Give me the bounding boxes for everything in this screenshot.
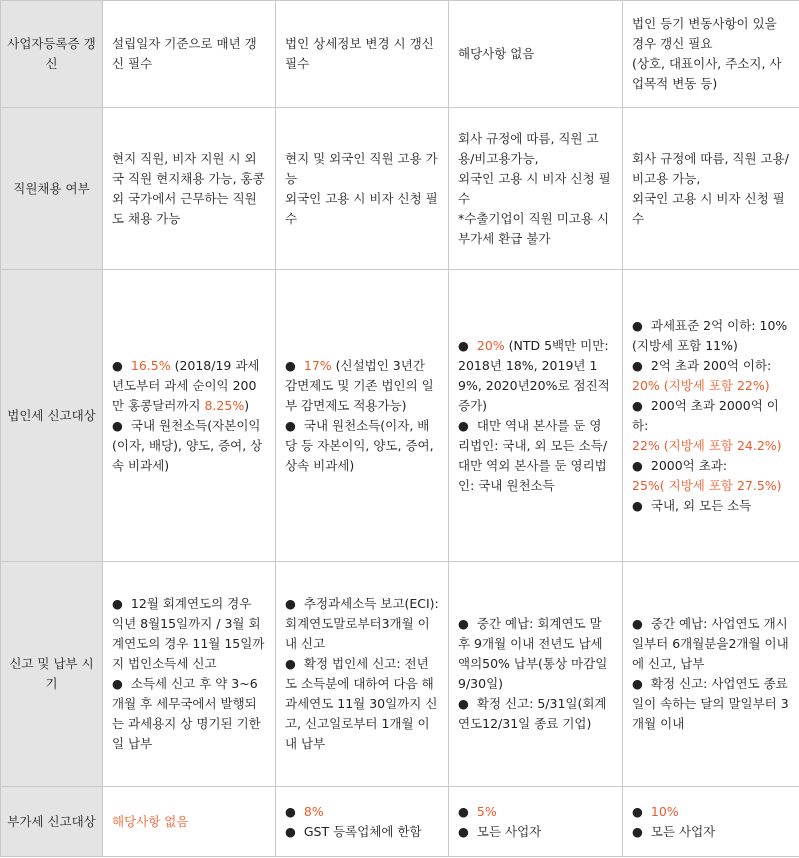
cell-text-span: (신설법인 3년간 감면제도 및 기존 법인의 일부 감면제도 적용가능) [285, 357, 434, 413]
cell-text-span: 현지 직원, 비자 지원 시 외국 직원 현지채용 가능, 홍콩 외 국가에서 근무하는 직원도 채용 가능 [112, 150, 265, 226]
bullet-item [632, 396, 790, 436]
bullet-item [458, 694, 613, 734]
cell-text [285, 149, 439, 189]
table-cell [449, 108, 623, 270]
cell-text-span: ) [244, 397, 250, 413]
bullet-icon: ● [112, 676, 123, 691]
bullet-icon: ● [458, 803, 469, 819]
highlight-rate: 8% [303, 803, 324, 819]
table-cell [276, 1, 449, 108]
cell-text-span: 모든 사업자 [650, 823, 716, 839]
cell-text-span: *수출기업이 직원 미고용 시 부가세 환급 불가 [458, 210, 609, 246]
cell-text-span: 대만 역내 본사를 둔 영리법인: 국내, 외 모든 소득/대만 역외 본사를 둔 영리법인: 국내 원천소득 [458, 417, 608, 493]
bullet-icon: ● [458, 417, 469, 433]
bullet-icon: ● [285, 357, 296, 373]
row-header: 법인세 신고대상 [1, 270, 103, 562]
bullet-item [458, 802, 613, 822]
bullet-icon: ● [285, 823, 296, 839]
bullet-item [285, 654, 439, 754]
cell-text-span: 모든 사업자 [476, 823, 542, 839]
cell-text [458, 169, 613, 209]
highlight-rate: 해당사항 없음 [112, 813, 189, 829]
highlight-rate: 20% (지방세 포함 22%) [632, 377, 770, 393]
bullet-icon: ● [285, 596, 296, 611]
table-cell [623, 270, 799, 562]
cell-text-span: 소득세 신고 후 약 3~6개월 후 세무국에서 발행되는 과세용지 상 명기된 기한일 납부 [112, 676, 261, 751]
cell-text-span: 해당사항 없음 [458, 46, 535, 61]
cell-text [458, 44, 613, 64]
cell-text-span: 법인 상세정보 변경 시 갱신 필수 [285, 36, 434, 71]
bullet-icon: ● [632, 357, 643, 373]
highlight-rate: 25%( 지방세 포함 27.5%) [632, 477, 782, 493]
highlight-rate: 5% [476, 803, 497, 819]
cell-text-span: 2억 초과 200억 이하: [650, 357, 772, 373]
table-row-corporate-tax-target [1, 270, 799, 562]
cell-text-span: 국내 원천소득(자본이익(이자, 배당), 양도, 증여, 상속 비과세) [112, 417, 263, 473]
table-cell [103, 1, 276, 108]
table-row-business-registration-renewal [1, 1, 799, 108]
cell-text-span: 국내, 외 모든 소득 [650, 497, 752, 513]
cell-text-span: (상호, 대표이사, 주소지, 사업목적 변동 등) [632, 56, 782, 91]
cell-text-span: 확정 신고: 5/31일(회계연도12/31일 종료 기업) [458, 696, 607, 731]
bullet-item [285, 356, 439, 416]
cell-text-span: 중간 예납: 회계연도 말 후 9개월 이내 전년도 납세액의50% 납부(통상 마감일 9/30일) [458, 616, 608, 691]
cell-text [632, 149, 790, 189]
cell-text [458, 129, 613, 169]
cell-text [632, 476, 790, 496]
bullet-icon: ● [458, 823, 469, 839]
table-cell [276, 562, 449, 787]
bullet-icon: ● [632, 676, 643, 691]
bullet-item [632, 822, 790, 842]
bullet-icon: ● [285, 417, 296, 433]
bullet-item [632, 496, 790, 516]
cell-text [632, 14, 790, 54]
cell-text-span: 회사 규정에 따름, 직원 고용/비고용가능, [458, 130, 599, 166]
cell-text-span: 추정과세소득 보고(ECI): 회계연도말로부터3개월 이내 신고 [285, 596, 439, 651]
bullet-icon: ● [112, 417, 123, 433]
bullet-item [285, 822, 439, 842]
bullet-item [285, 802, 439, 822]
highlight-rate: 8.25% [204, 397, 245, 413]
bullet-item [285, 416, 439, 476]
bullet-item [458, 822, 613, 842]
bullet-item [458, 336, 613, 416]
bullet-item [632, 674, 790, 734]
cell-text [632, 376, 790, 396]
bullet-icon: ● [458, 337, 469, 353]
bullet-icon: ● [285, 656, 296, 671]
cell-text-span: GST 등록업체에 한함 [303, 823, 422, 839]
cell-text-span: 외국인 고용 시 비자 신청 필수 [285, 190, 438, 226]
bullet-item [632, 456, 790, 476]
bullet-item [458, 416, 613, 496]
highlight-rate: 20% [476, 337, 505, 353]
table-cell [449, 270, 623, 562]
bullet-icon: ● [632, 497, 643, 513]
cell-text-span: 설립일자 기준으로 매년 갱신 필수 [112, 36, 257, 71]
cell-text [632, 436, 790, 456]
bullet-icon: ● [632, 823, 643, 839]
row-header: 직원채용 여부 [1, 108, 103, 270]
table-cell [623, 108, 799, 270]
bullet-icon: ● [112, 596, 123, 611]
cell-text-span: 확정 법인세 신고: 전년도 소득분에 대하여 다음 해 과세연도 11월 30일까지 신고, 신고일로부터 1개월 이내 납부 [285, 656, 438, 751]
cell-text-span: 국내 원천소득(이자, 배당 등 자본이익, 양도, 증여, 상속 비과세) [285, 417, 434, 473]
cell-text [112, 34, 266, 74]
table-cell [623, 562, 799, 787]
highlight-rate: 16.5% [130, 357, 171, 373]
cell-text [112, 149, 266, 229]
bullet-icon: ● [285, 803, 296, 819]
highlight-rate: 22% (지방세 포함 24.2%) [632, 437, 782, 453]
bullet-icon: ● [632, 457, 643, 473]
cell-text-span: 외국인 고용 시 비자 신청 필수 [458, 170, 611, 206]
cell-text-span: 확정 신고: 사업연도 종료일이 속하는 달의 말일부터 3개월 이내 [632, 676, 789, 731]
bullet-icon: ● [112, 357, 123, 373]
table-cell [276, 270, 449, 562]
table-cell [276, 108, 449, 270]
cell-text-span: 2000억 초과: [650, 457, 728, 473]
table-cell [103, 108, 276, 270]
row-header: 사업자등록증 갱신 [1, 1, 103, 108]
cell-text-span: 200억 초과 2000억 이하: [632, 397, 779, 433]
bullet-item [632, 316, 790, 356]
bullet-item [112, 356, 266, 416]
cell-text [458, 209, 613, 249]
cell-text-span: 외국인 고용 시 비자 신청 필수 [632, 190, 785, 226]
bullet-item [112, 416, 266, 476]
row-header: 신고 및 납부 시기 [1, 562, 103, 787]
bullet-icon: ● [632, 803, 643, 819]
table-cell [449, 562, 623, 787]
bullet-item [458, 614, 613, 694]
bullet-item [632, 356, 790, 376]
cell-text [632, 189, 790, 229]
table-row-filing-payment-timing [1, 562, 799, 787]
highlight-rate: 10% [650, 803, 679, 819]
table-cell [449, 1, 623, 108]
table-cell [276, 787, 449, 857]
table-cell [103, 787, 276, 857]
table-cell [623, 787, 799, 857]
bullet-item [285, 594, 439, 654]
cell-text [632, 54, 790, 94]
bullet-icon: ● [458, 696, 469, 711]
table-cell [103, 562, 276, 787]
table-cell [103, 270, 276, 562]
table-cell [449, 787, 623, 857]
bullet-item [112, 674, 266, 754]
cell-text-span: 회사 규정에 따름, 직원 고용/비고용 가능, [632, 150, 789, 186]
row-header: 부가세 신고대상 [1, 787, 103, 857]
bullet-item [632, 802, 790, 822]
cell-text-span: 중간 예납: 사업연도 개시일부터 6개월분을2개월 이내에 신고, 납부 [632, 616, 789, 671]
cell-text-span: (NTD 5백만 미만: 2018년 18%, 2019년 19%, 2020년20%로 점진적 증가) [458, 337, 610, 413]
cell-text-span: 12월 회계연도의 경우 익년 8월15일까지 / 3월 회계연도의 경우 11월 15일까지 법인소득세 신고 [112, 596, 265, 671]
cell-text-span: 법인 등기 변동사항이 있을 경우 갱신 필요 [632, 16, 777, 51]
bullet-icon: ● [632, 317, 643, 333]
cell-text [285, 189, 439, 229]
bullet-icon: ● [458, 616, 469, 631]
bullet-icon: ● [632, 397, 643, 413]
bullet-item [632, 614, 790, 674]
bullet-item [112, 594, 266, 674]
table-cell [623, 1, 799, 108]
cell-text [112, 812, 266, 832]
table-row-employee-hiring [1, 108, 799, 270]
table-row-vat-target [1, 787, 799, 857]
highlight-rate: 17% [303, 357, 332, 373]
cell-text-span: 현지 및 외국인 직원 고용 가능 [285, 150, 438, 186]
cell-text [285, 34, 439, 74]
cell-text-span: (2018/19 과세년도부터 과세 순이익 200만 홍콩달러까지 [112, 357, 260, 413]
cell-text-span: 과세표준 2억 이하: 10% (지방세 포함 11%) [632, 317, 788, 353]
bullet-icon: ● [632, 616, 643, 631]
